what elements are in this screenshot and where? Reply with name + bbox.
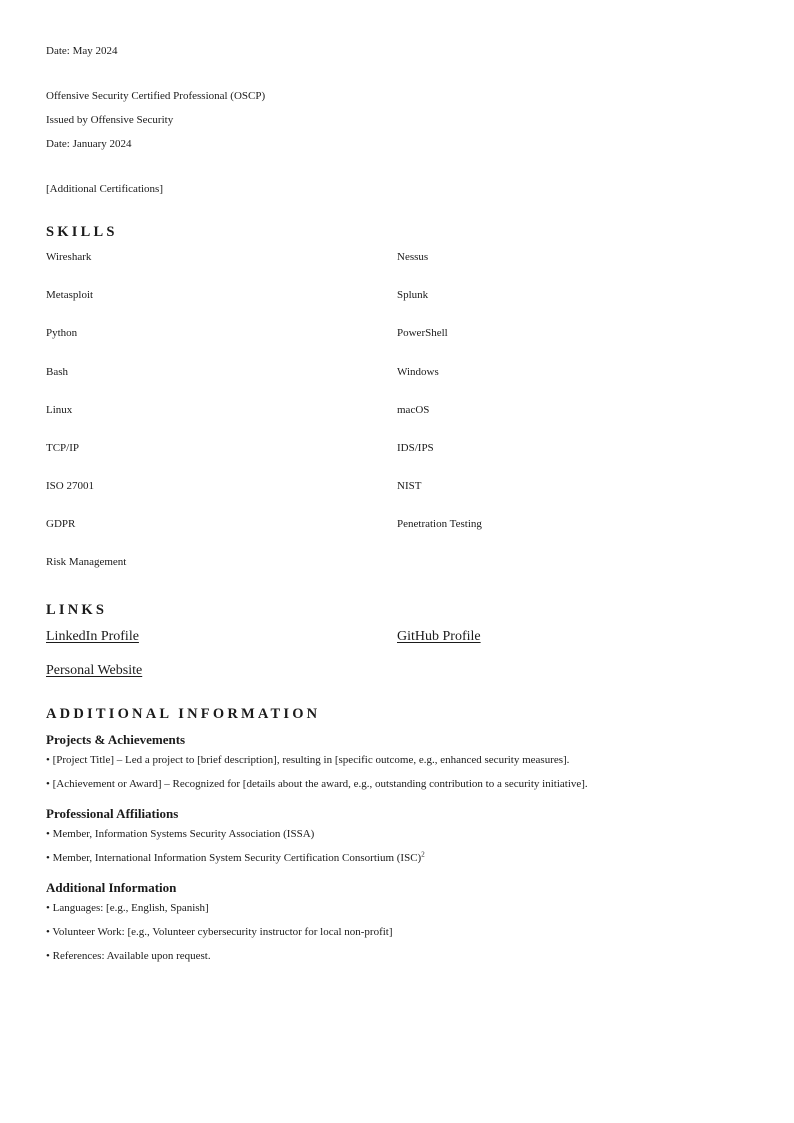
linkedin-link[interactable]: LinkedIn Profile [46, 629, 139, 644]
additional-information-subheading: Additional Information [46, 880, 177, 895]
skill-item: macOS [397, 404, 430, 416]
additional-information-heading: ADDITIONAL INFORMATION [46, 706, 321, 722]
skill-item: Risk Management [46, 556, 127, 568]
skills-heading: SKILLS [46, 224, 118, 240]
github-link[interactable]: GitHub Profile [397, 629, 481, 644]
skill-item: Nessus [397, 251, 429, 263]
personal-website-link[interactable]: Personal Website [46, 663, 143, 678]
affiliation-bullet-issa: • Member, Information Systems Security Association (ISSA) [46, 828, 315, 840]
cert-additional-placeholder: [Additional Certifications] [46, 183, 163, 195]
cert-oscp-date: Date: January 2024 [46, 138, 132, 150]
page-date: Date: May 2024 [46, 45, 118, 57]
skill-item: NIST [397, 480, 422, 492]
cert-oscp-issuer: Issued by Offensive Security [46, 114, 174, 126]
affiliation-isc2-text: • Member, International Information System Security Certification Consortium (ISC) [46, 852, 422, 864]
skill-item: Splunk [397, 289, 429, 301]
skill-item: Windows [397, 366, 439, 378]
skill-item: Python [46, 327, 78, 339]
skill-item: Bash [46, 366, 68, 378]
affiliation-bullet-isc2 [46, 852, 425, 865]
skill-item: Linux [46, 404, 73, 416]
achievement-bullet: • [Achievement or Award] – Recognized for [details about the award, e.g., outstanding contribution to a security initiative]. [46, 778, 588, 790]
professional-affiliations-heading: Professional Affiliations [46, 806, 179, 821]
skill-item: Penetration Testing [397, 518, 482, 530]
links-heading: LINKS [46, 602, 108, 618]
skill-item: Metasploit [46, 289, 94, 301]
skill-item: PowerShell [397, 327, 448, 339]
cert-oscp-name: Offensive Security Certified Professional (OSCP) [46, 90, 266, 102]
projects-achievements-heading: Projects & Achievements [46, 732, 186, 747]
skill-item: TCP/IP [46, 442, 80, 454]
languages-bullet: • Languages: [e.g., English, Spanish] [46, 902, 209, 914]
references-bullet: • References: Available upon request. [46, 950, 211, 962]
project-bullet: • [Project Title] – Led a project to [brief description], resulting in [specific outcome, e.g., enhanced security measures]. [46, 754, 570, 766]
skill-item: ISO 27001 [46, 480, 94, 492]
skill-item: IDS/IPS [397, 442, 434, 454]
superscript-two: 2 [421, 850, 425, 859]
skill-item: Wireshark [46, 251, 92, 263]
skill-item: GDPR [46, 518, 76, 530]
volunteer-bullet: • Volunteer Work: [e.g., Volunteer cybersecurity instructor for local non-profit] [46, 926, 393, 938]
